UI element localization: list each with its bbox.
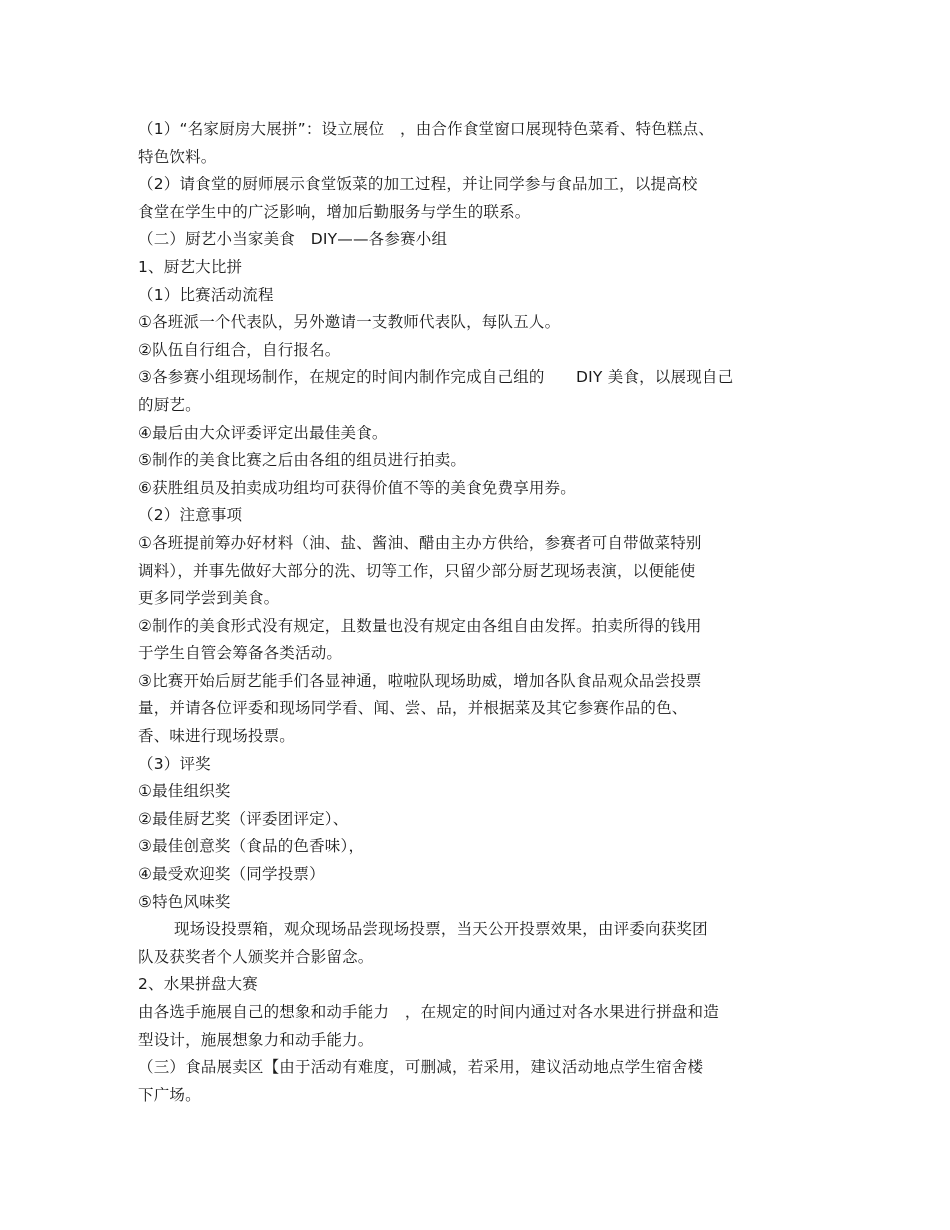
list-item: ①最佳组织奖 (138, 782, 231, 801)
section-heading: （二）厨艺小当家美食 DIY——各参赛小组 (138, 230, 448, 249)
list-item: ②最佳厨艺奖（评委团评定）、 (138, 809, 349, 828)
text-line: 量，并请各位评委和现场同学看、闻、尝、品，并根据菜及其它参赛作品的色、 (138, 699, 688, 718)
list-item: ⑥获胜组员及拍卖成功组均可获得价值不等的美食免费享用券。 (138, 478, 576, 497)
document-body (138, 116, 810, 1109)
text-line: 下广场。 (138, 1085, 201, 1104)
text-line: 型设计，施展想象力和动手能力。 (138, 1030, 374, 1049)
text-line: （2）请食堂的厨师展示食堂饭菜的加工过程，并让同学参与食品加工，以提高校 (138, 175, 698, 194)
list-item: ①各班提前筹办好材料（油、盐、酱油、醋由主办方供给，参赛者可自带做菜特别 (138, 533, 702, 552)
text-line: 更多同学尝到美食。 (138, 589, 280, 608)
text-line: 现场设投票箱，观众现场品尝现场投票，当天公开投票效果，由评委向获奖团 (174, 920, 708, 939)
list-item: ①各班派一个代表队，另外邀请一支教师代表队，每队五人。 (138, 313, 561, 332)
text-line: 于学生自管会筹备各类活动。 (138, 644, 343, 663)
list-item: ②制作的美食形式没有规定，且数量也没有规定由各组自由发挥。拍卖所得的钱用 (138, 616, 702, 635)
list-item: ④最受欢迎奖（同学投票） (138, 865, 325, 884)
list-item: ④最后由大众评委评定出最佳美食。 (138, 423, 388, 442)
text-line: （1）“名家厨房大展拼”：设立展位 ，由合作食堂窗口展现特色菜肴、特色糕点、 (138, 120, 715, 138)
list-item: ②队伍自行组合，自行报名。 (138, 340, 341, 359)
list-item: ③最佳创意奖（食品的色香味）， (138, 837, 365, 856)
subsection-heading: 2、水果拼盘大赛 (138, 975, 258, 994)
subsection-heading: （2）注意事项 (138, 506, 243, 525)
subsection-heading: （1）比赛活动流程 (138, 285, 274, 304)
text-line: 香、味进行现场投票。 (138, 727, 296, 746)
text-line: 食堂在学生中的广泛影响，增加后勤服务与学生的联系。 (138, 202, 531, 221)
text-line: 调料），并事先做好大部分的洗、切等工作，只留少部分厨艺现场表演，以便能使 (138, 561, 696, 580)
text-line: 由各选手施展自己的想象和动手能力 ，在规定的时间内通过对各水果进行拼盘和造 (138, 1003, 719, 1021)
text-line: 队及获奖者个人颁奖并合影留念。 (138, 947, 374, 966)
text-line: 的厨艺。 (138, 395, 201, 414)
list-item: ③比赛开始后厨艺能手们各显神通，啦啦队现场助威，增加各队食品观众品尝投票 (138, 671, 702, 690)
section-heading: （三）食品展卖区【由于活动有难度，可删减，若采用，建议活动地点学生宿舍楼 (138, 1058, 704, 1077)
list-item: ③各参赛小组现场制作，在规定的时间内制作完成自己组的 DIY 美食，以展现自己 (138, 368, 734, 387)
list-item: ⑤特色风味奖 (138, 892, 231, 911)
text-line: 特色饮料。 (138, 147, 217, 166)
list-item: ⑤制作的美食比赛之后由各组的组员进行拍卖。 (138, 451, 467, 470)
subsection-heading: （3）评奖 (138, 754, 211, 773)
subsection-heading: 1、厨艺大比拼 (138, 257, 243, 276)
